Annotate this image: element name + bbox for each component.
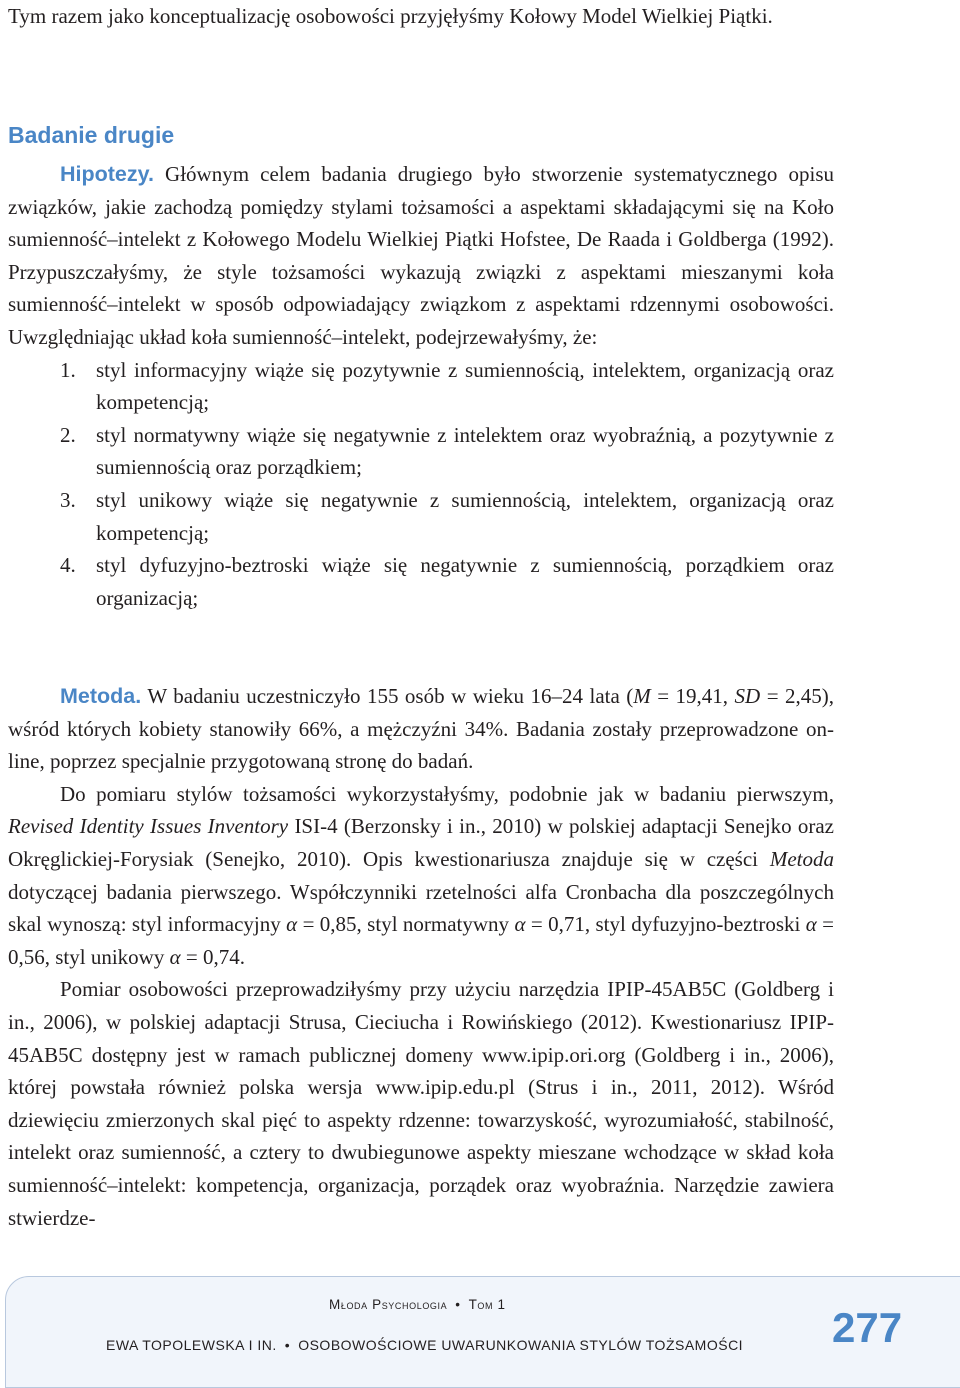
- method-p2-text: Do pomiaru stylów tożsamości wykorzystałyśmy, podobnie jak w badaniu pierwszym,: [60, 781, 834, 806]
- hypothesis-item: [8, 549, 834, 614]
- hypotheses-label: Hipotezy.: [60, 162, 154, 186]
- hypotheses-block: [8, 158, 834, 614]
- hypotheses-list: [8, 354, 834, 615]
- hypothesis-text: styl unikowy wiąże się negatywnie z sumiennością, intelektem, organizacją oraz kompetencją;: [96, 487, 834, 545]
- method-paragraph-1: [8, 680, 834, 778]
- bullet-separator: •: [455, 1297, 461, 1312]
- footer-band: [5, 1276, 960, 1388]
- running-authors: EWA TOPOLEWSKA I IN.: [106, 1337, 277, 1353]
- method-p2-text: ISI-4 (Berzonsky i in., 2010) w polskiej adaptacji Senejko oraz Okręglickiej-Forysiak (Senejko, 2010). Opis kwestionariusza znajduje się w części: [8, 814, 835, 871]
- journal-name: [329, 1297, 506, 1312]
- journal-title: Młoda Psychologia: [329, 1297, 448, 1312]
- method-p1-text: = 2,45), wśród których kobiety stanowiły 66%, a mężczyźni 34%. Badania zostały przeprowadzone on-line, poprzez specjalnie przygotowaną stronę do badań.: [8, 684, 835, 774]
- alpha-symbol: α: [805, 912, 817, 937]
- hypotheses-text: Głównym celem badania drugiego było stworzenie systematycznego opisu związków, jakie zachodzą pomiędzy stylami tożsamości a aspektami składającymi się na Koło sumienność–intelekt z Kołowego Modelu Wielkiej Piątki Hofstee, De Raada i Goldberga (1992). Przypuszczałyśmy, że style tożsamości wykazują związki z aspektami mieszanymi koła sumienność–intelekt w sposób odpowiadający związkom z aspektami rdzennymi osobowości. Uwzględniając układ koła sumienność–intelekt, podejrzewałyśmy, że:: [8, 162, 834, 349]
- method-paragraph-3: Pomiar osobowości przeprowadziłyśmy przy użyciu narzędzia IPIP-45AB5C (Goldberg i in., 2006), w polskiej adaptacji Strusa, Cieciucha i Rowińskiego (2012). Kwestionariusz IPIP-45AB5C dostępny jest w ramach publicznej domeny www.ipip.ori.org (Goldberg i in., 2006), której powstała również polska wersja www.ipip.edu.pl (Strus i in., 2011, 2012). Wśród dziewięciu zmierzonych skal pięć to aspekty rdzenne: towarzyskość, wyrozumiałość, stabilność, intelekt oraz sumienność, a cztery to dwubiegunowe aspekty mieszane wchodzące w skład koła sumienność–intelekt: kompetencja, organizacja, porządek oraz wyobraźnia. Narzędzie zawiera stwierdze-: [8, 977, 834, 1230]
- mean-symbol: M: [633, 684, 651, 708]
- alpha-symbol: α: [514, 912, 526, 937]
- method-label: Metoda.: [60, 684, 142, 708]
- inventory-title: Revised Identity Issues Inventory: [8, 814, 289, 839]
- page-number: 277: [832, 1304, 903, 1351]
- hypothesis-item: [8, 484, 834, 549]
- method-block: [8, 680, 834, 1234]
- hypothesis-number: 4.: [60, 553, 76, 578]
- section-title: Badanie drugie: [8, 122, 175, 148]
- hypothesis-number: 3.: [60, 487, 76, 512]
- hypothesis-text: styl dyfuzyjno-beztroski wiąże się negatywnie z sumiennością, porządkiem oraz organizacją;: [96, 553, 834, 610]
- method-paragraph-2: [8, 778, 834, 974]
- hypothesis-number: 1.: [60, 357, 76, 382]
- running-header: [106, 1337, 743, 1353]
- section-reference: Metoda: [769, 846, 834, 871]
- hypothesis-item: [8, 419, 834, 484]
- method-p2-text: = 0,74.: [180, 944, 245, 969]
- alpha-symbol: α: [169, 944, 181, 969]
- method-p2-text: = 0,56, styl unikowy: [8, 912, 834, 969]
- method-p1-text: = 19,41,: [650, 684, 735, 708]
- hypothesis-text: styl normatywny wiąże się negatywnie z intelektem oraz wyobraźnią, a pozytywnie z sumiennością oraz porządkiem;: [96, 422, 834, 480]
- intro-paragraph: Tym razem jako konceptualizację osobowości przyjęłyśmy Kołowy Model Wielkiej Piątki.: [8, 4, 773, 28]
- method-p2-text: dotyczącej badania pierwszego. Współczynniki rzetelności alfa Cronbacha dla poszczególnych skal wynoszą: styl informacyjny: [8, 879, 834, 937]
- method-p1-text: W badaniu uczestniczyło 155 osób w wieku 16–24 lata (: [141, 684, 634, 708]
- running-title: OSOBOWOŚCIOWE UWARUNKOWANIA STYLÓW TOŻSAMOŚCI: [298, 1337, 744, 1353]
- method-p2-text: = 0,71, styl dyfuzyjno-beztroski: [525, 912, 806, 937]
- method-p2-text: = 0,85, styl normatywny: [297, 912, 515, 937]
- hypotheses-paragraph: [8, 158, 834, 354]
- hypothesis-number: 2.: [60, 422, 76, 447]
- hypothesis-item: [8, 354, 834, 419]
- hypothesis-text: styl informacyjny wiąże się pozytywnie z sumiennością, intelektem, organizacją oraz kompetencją;: [96, 357, 834, 415]
- alpha-symbol: α: [286, 912, 298, 937]
- bullet-separator: •: [284, 1337, 291, 1353]
- journal-volume: Tom 1: [468, 1297, 506, 1312]
- sd-symbol: SD: [734, 684, 761, 708]
